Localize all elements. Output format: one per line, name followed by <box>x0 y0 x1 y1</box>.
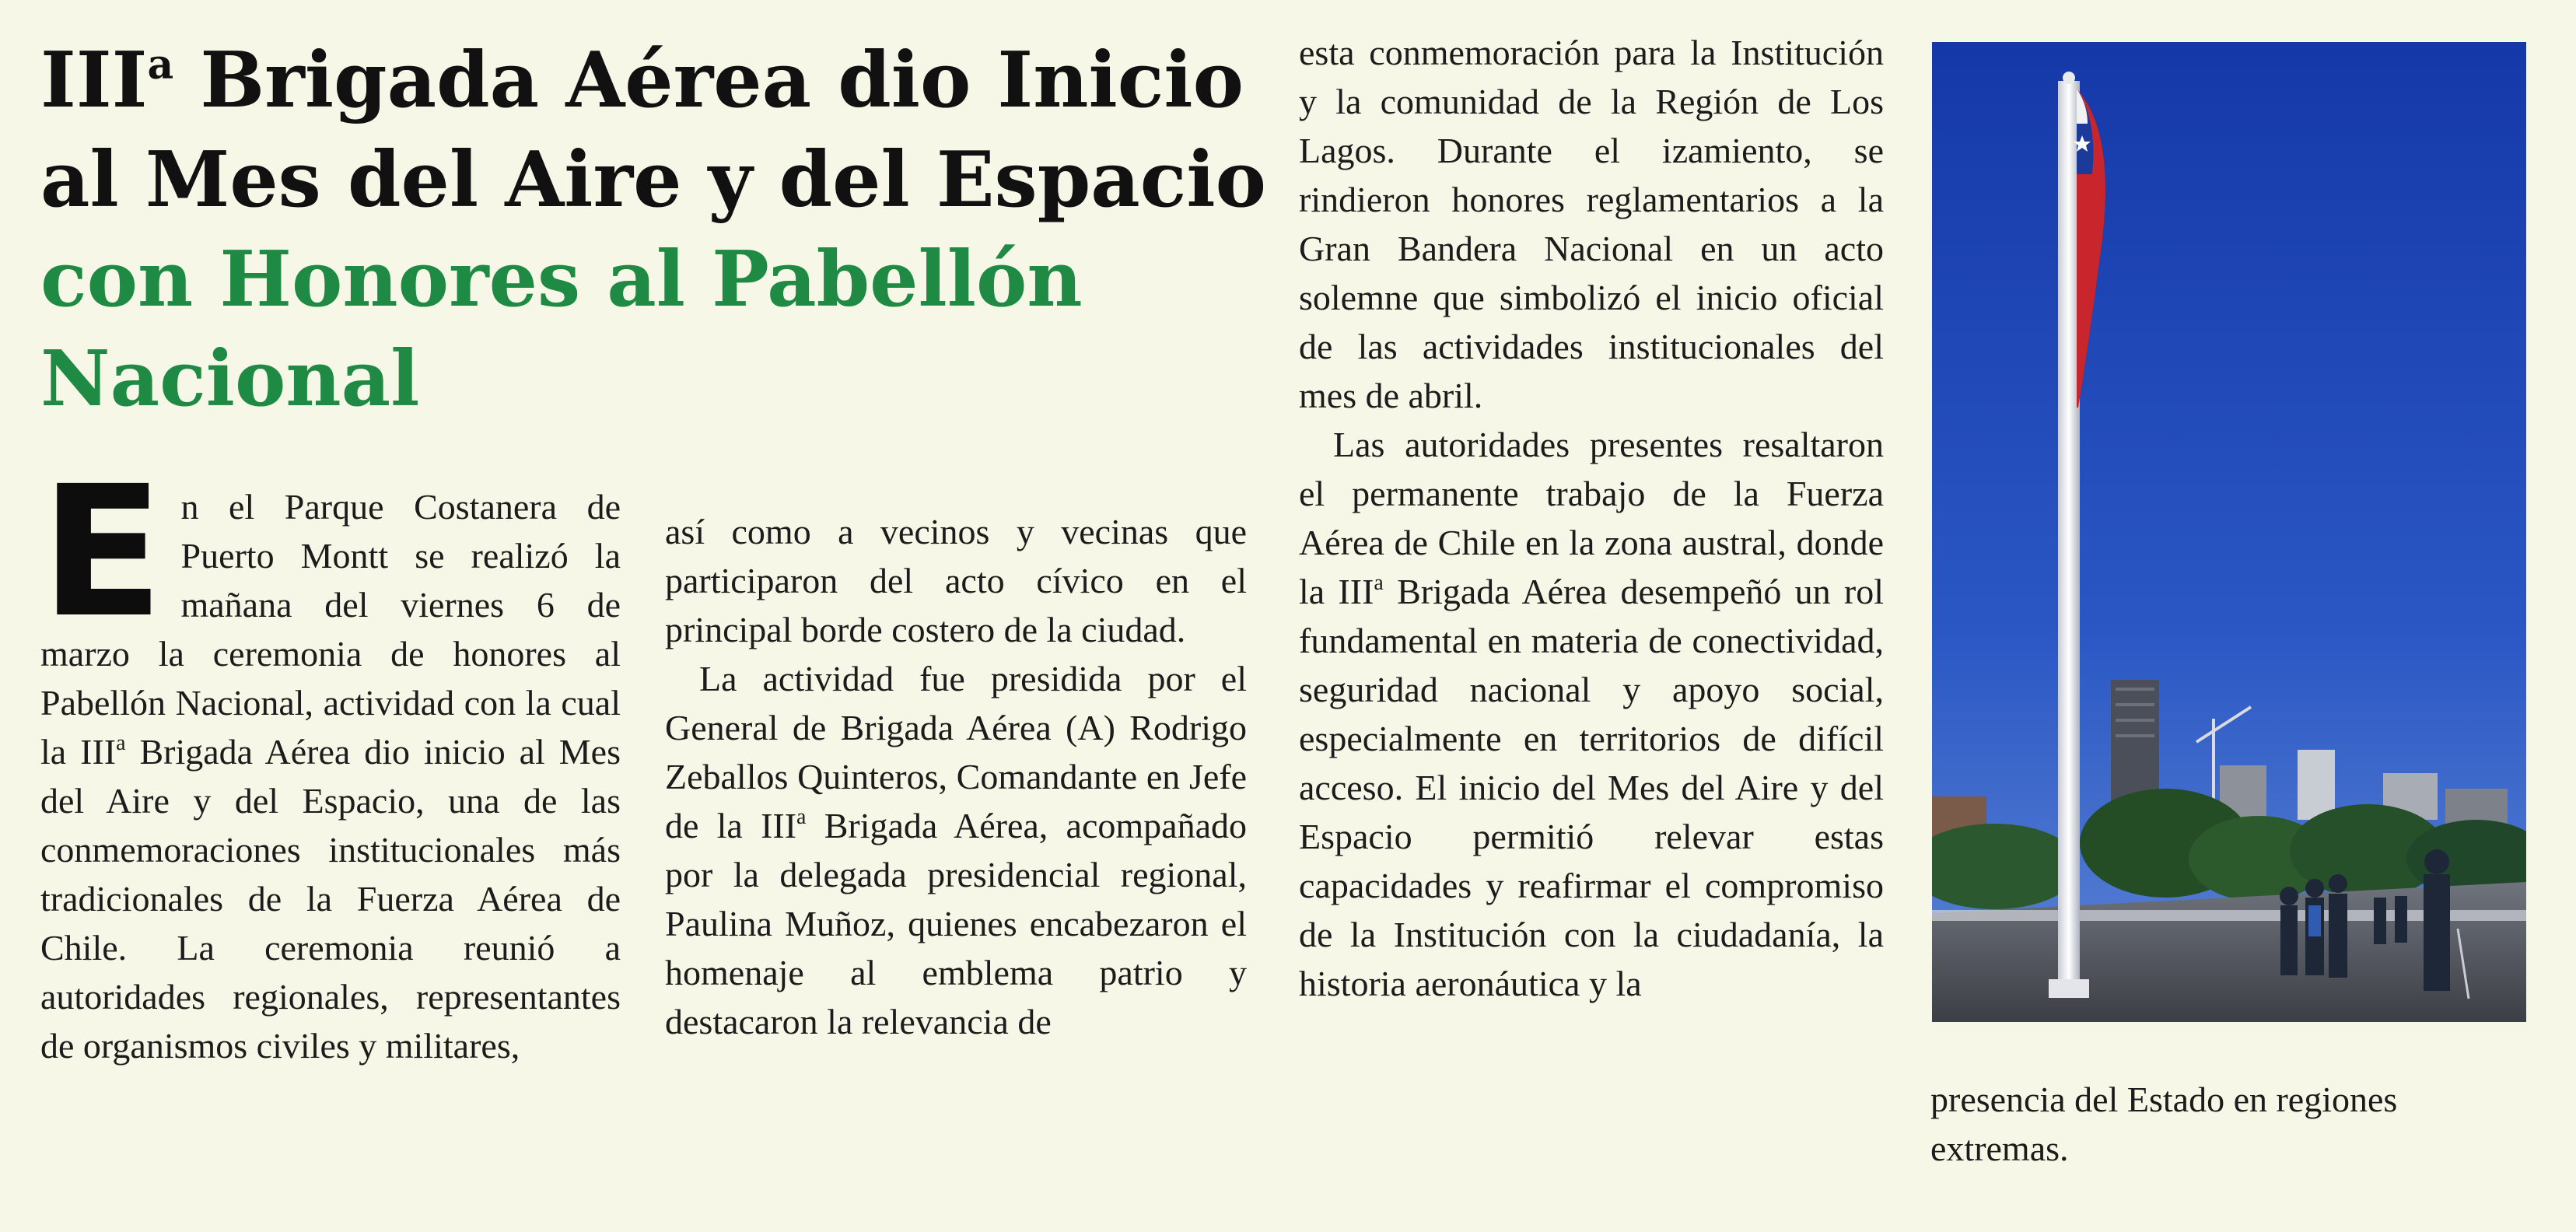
flag-ceremony-photo <box>1932 42 2526 1022</box>
drop-cap: E <box>40 447 164 657</box>
article-paragraph: presencia del Estado en regiones extremas. <box>1930 1080 2398 1168</box>
paragraph-text: Brigada Aérea desempeñó un rol fundamental en materia de conectividad, seguridad nacional y apoyo social, especialmente en territorios de difícil acceso. El inicio del Mes del Aire y del Espacio permitió relevar estas capacidades y reafirmar el compromiso de la Institución con la ciudadanía, la historia aeronáutica y la <box>1299 572 1884 1003</box>
headline-black-text-2: Brigada Aérea dio Inicio al Mes del Aire y del Espacio <box>40 36 1266 225</box>
paragraph-text: Brigada Aérea dio inicio al Mes del Aire y del Espacio, una de las conmemoraciones institucionales más tradicionales de la Fuerza Aérea de Chile. La ceremonia reunió a autoridades regionales, representantes de organismos civiles y militares, <box>40 732 621 1066</box>
article-paragraph <box>665 654 1247 1046</box>
ordinal-superscript: a <box>1374 571 1384 595</box>
ordinal-superscript: a <box>796 805 807 829</box>
article-column-4 <box>1930 1075 2529 1173</box>
paragraph-text: Las autoridades presentes resaltaron el permanente trabajo de la Fuerza Aérea de Chile en la zona austral, donde la III <box>1299 425 1884 611</box>
headline-green-part: con Honores al Pabellón Nacional <box>40 235 1083 424</box>
article-column-3 <box>1299 28 1884 1008</box>
article-paragraph <box>40 447 621 1070</box>
white-building <box>2298 750 2335 820</box>
ordinal-superscript: a <box>116 731 126 755</box>
paragraph-text: n el Parque Costanera de Puerto Montt se realizó la mañana del viernes 6 de marzo la ceremonia de honores al Pabellón Nacional, actividad con la cual la III <box>40 487 621 772</box>
paragraph-text: Brigada Aérea, acompañado por la delegada presidencial regional, Paulina Muñoz, quienes encabezaron el homenaje al emblema patrio y destacaron la relevancia de <box>665 806 1247 1041</box>
flag-pole <box>2058 81 2080 991</box>
article-column-2 <box>665 507 1247 1046</box>
headline-black-text-1: III <box>40 36 148 125</box>
paragraph-text: La actividad fue presidida por el General de Brigada Aérea (A) Rodrigo Zeballos Quinteros, Comandante en Jefe de la III <box>665 659 1247 845</box>
article-paragraph: esta conmemoración para la Institución y la comunidad de la Región de Los Lagos. Durante el izamiento, se rindieron honores reglamentarios a la Gran Bandera Nacional en un acto solemne que simbolizó el inicio oficial de las actividades institucionales del mes de abril. <box>1299 33 1884 415</box>
photo-illustration <box>1932 42 2526 1022</box>
article-paragraph: así como a vecinos y vecinas que participaron del acto cívico en el principal borde costero de la ciudad. <box>665 512 1247 649</box>
article-paragraph <box>1299 420 1884 1008</box>
headline <box>40 31 1269 429</box>
article-column-1 <box>40 447 621 1070</box>
headline-superscript: a <box>147 41 174 89</box>
headline-black-part <box>40 36 1266 225</box>
